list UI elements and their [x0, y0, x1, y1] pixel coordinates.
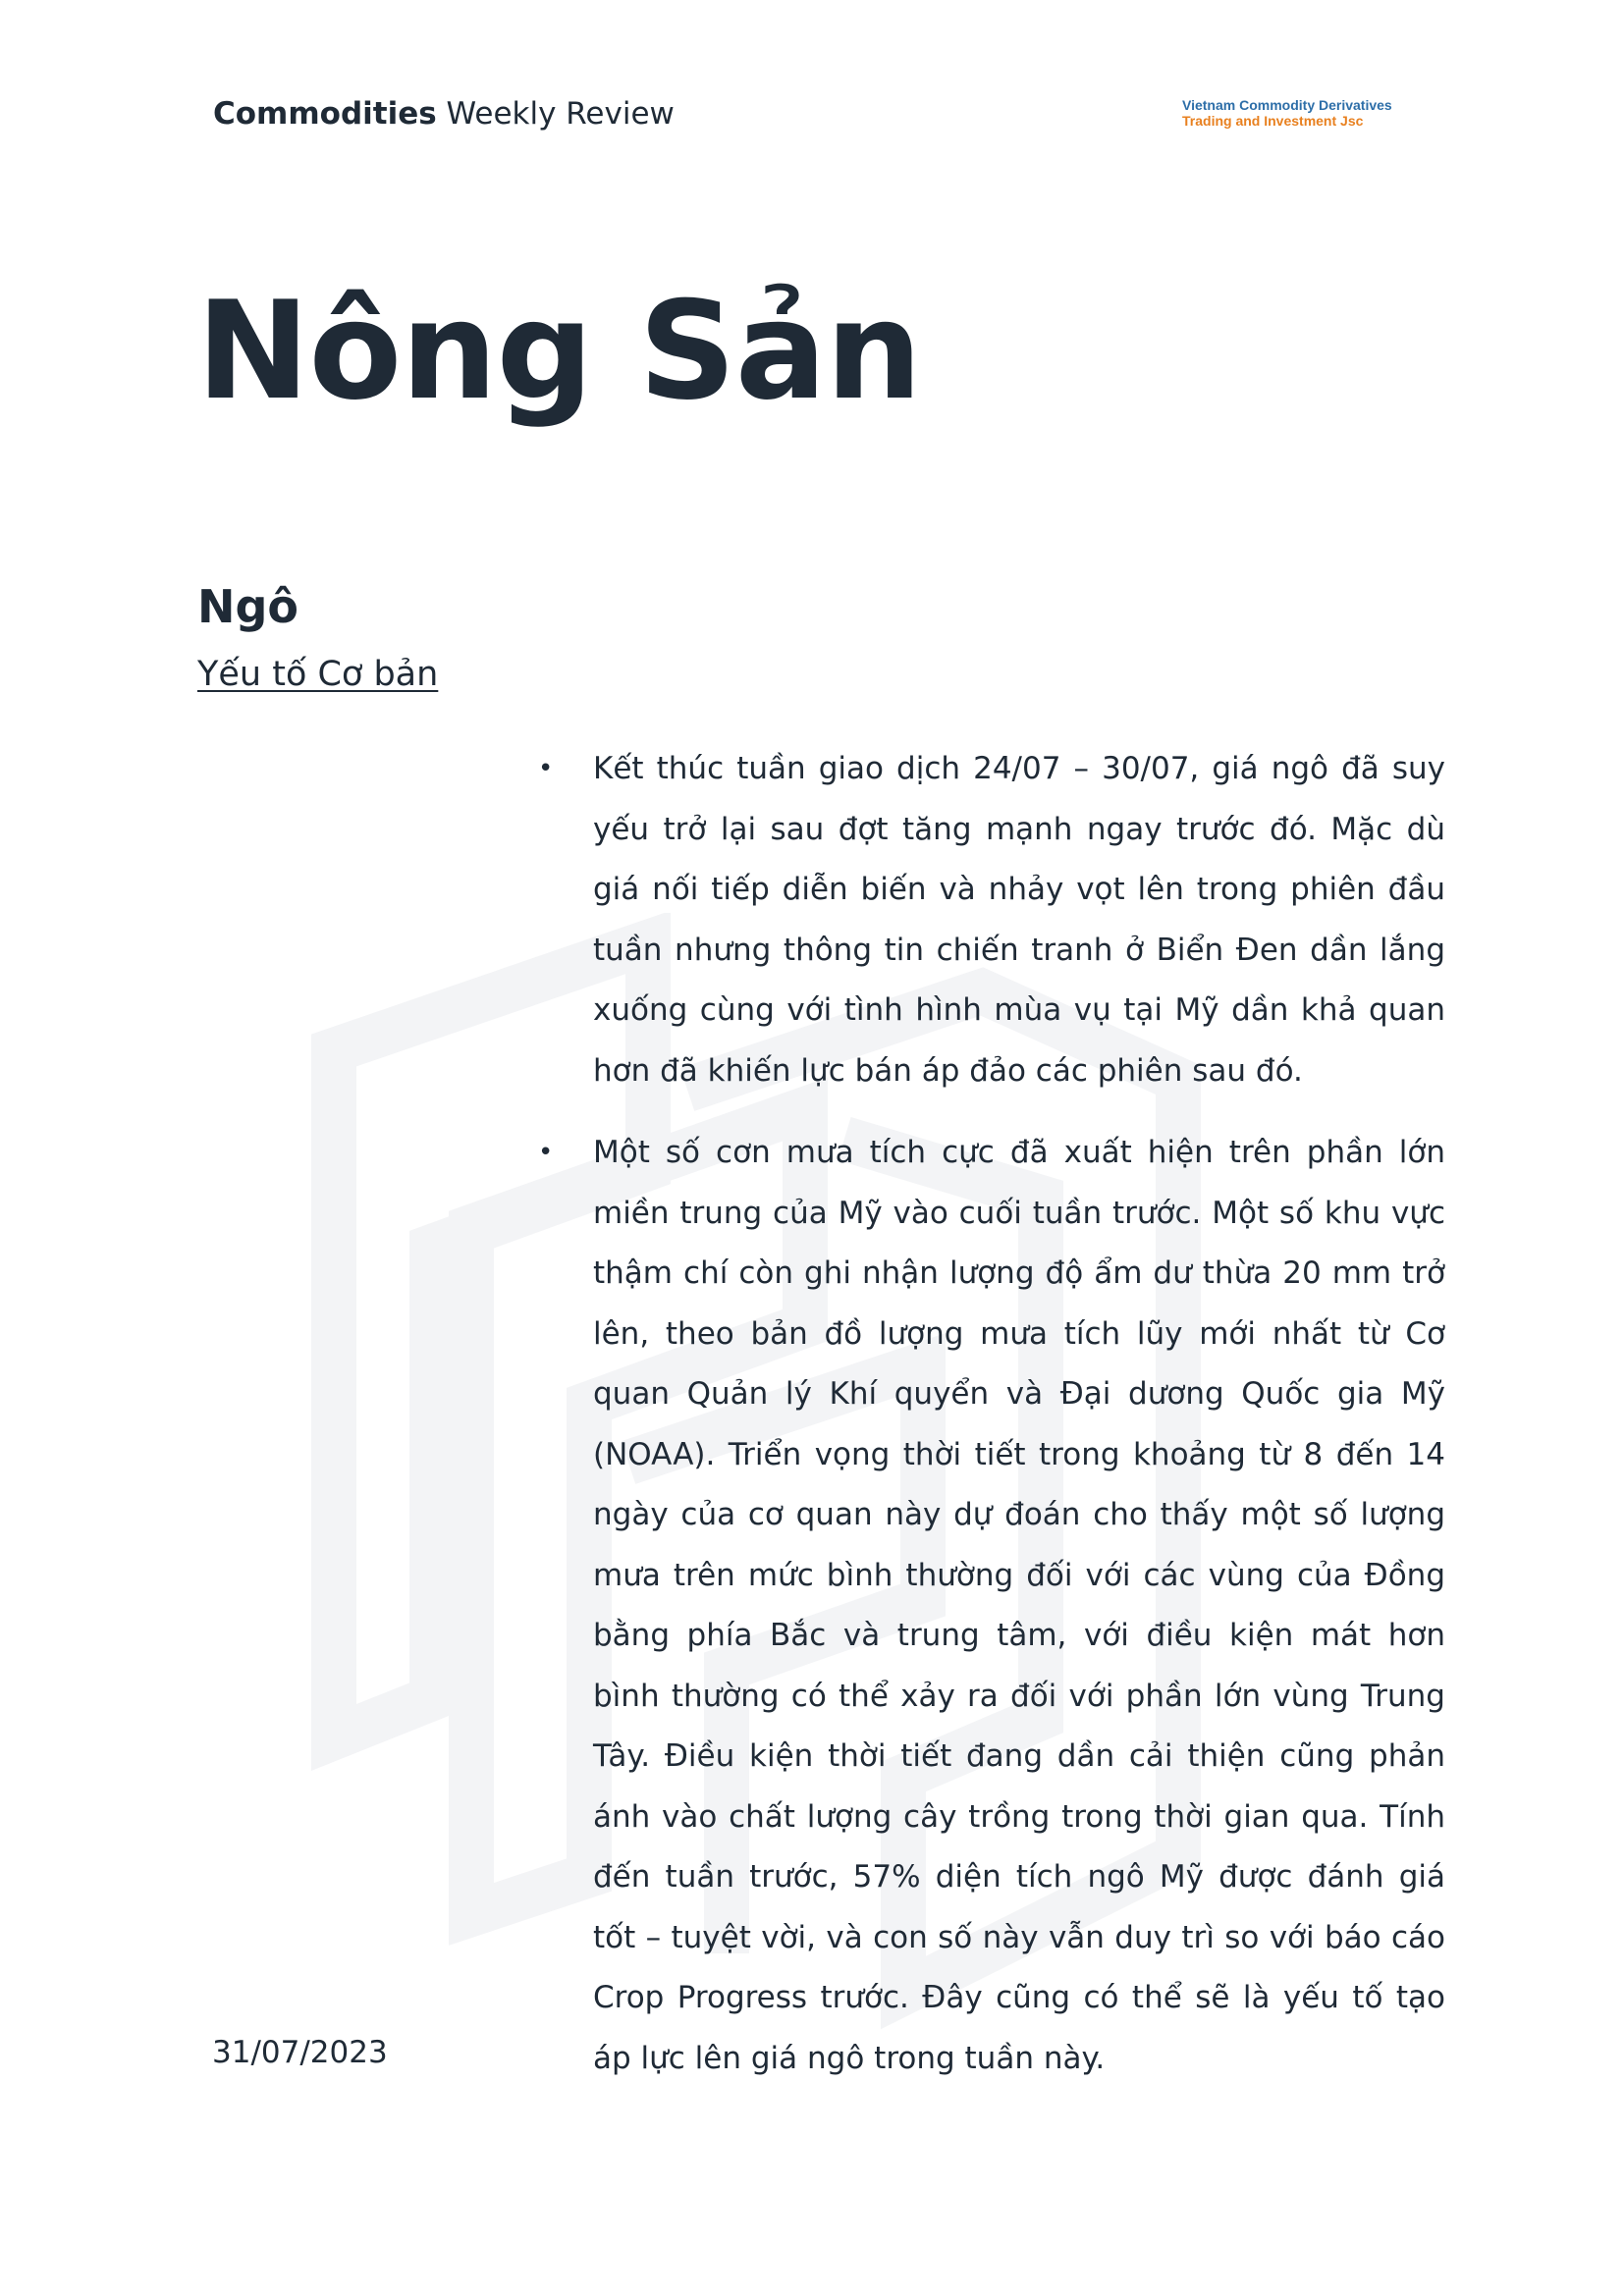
logo-line-2: Trading and Investment Jsc [1182, 113, 1364, 129]
logo-line-1: Vietnam Commodity Derivatives [1182, 97, 1392, 113]
bullet-text: Một số cơn mưa tích cực đã xuất hiện trên phần lớn miền trung của Mỹ vào cuối tuần trước. Một số khu vực thậm chí còn ghi nhận lượng độ ẩm dư thừa 20 mm trở lên, theo bản đồ lượng mưa tích lũy mới nhất từ Cơ quan Quản lý Khí quyển và Đại dương Quốc gia Mỹ (NOAA). Triển vọng thời tiết trong khoảng từ 8 đến 14 ngày của cơ quan này dự đoán cho thấy một số lượng mưa trên mức bình thường đối với các vùng của Đồng bằng phía Bắc và trung tâm, với điều kiện mát hơn bình thường có thể xảy ra đối với phần lớn vùng Trung Tây. Điều kiện thời tiết đang dần cải thiện cũng phản ánh vào chất lượng cây trồng trong thời gian qua. Tính đến tuần trước, 57% diện tích ngô Mỹ được đánh giá tốt – tuyệt vời, và con số này vẫn duy trì so với báo cáo Crop Progress trước. Đây cũng có thể sẽ là yếu tố tạo áp lực lên giá ngô trong tuần này. [593, 1135, 1445, 2076]
bullet-icon: • [538, 1138, 554, 1167]
bullet-icon: • [538, 754, 554, 783]
report-header-title [213, 96, 675, 132]
report-date: 31/07/2023 [212, 2035, 388, 2070]
page-title: Nông Sản [196, 272, 922, 430]
header-title-rest: Weekly Review [436, 96, 675, 132]
header-title-bold: Commodities [213, 96, 437, 132]
section-subtitle: Yếu tố Cơ bản [197, 655, 439, 694]
company-logo [1182, 97, 1392, 129]
bullet-list [538, 739, 1445, 2110]
bullet-text: Kết thúc tuần giao dịch 24/07 – 30/07, giá ngô đã suy yếu trở lại sau đợt tăng mạnh ngay trước đó. Mặc dù giá nối tiếp diễn biến và nhảy vọt lên trong phiên đầu tuần nhưng thông tin chiến tranh ở Biển Đen dần lắng xuống cùng với tình hình mùa vụ tại Mỹ dần khả quan hơn đã khiến lực bán áp đảo các phiên sau đó. [593, 751, 1445, 1089]
bullet-item [538, 739, 1445, 1101]
section-title: Ngô [197, 580, 299, 633]
bullet-item [538, 1123, 1445, 2089]
